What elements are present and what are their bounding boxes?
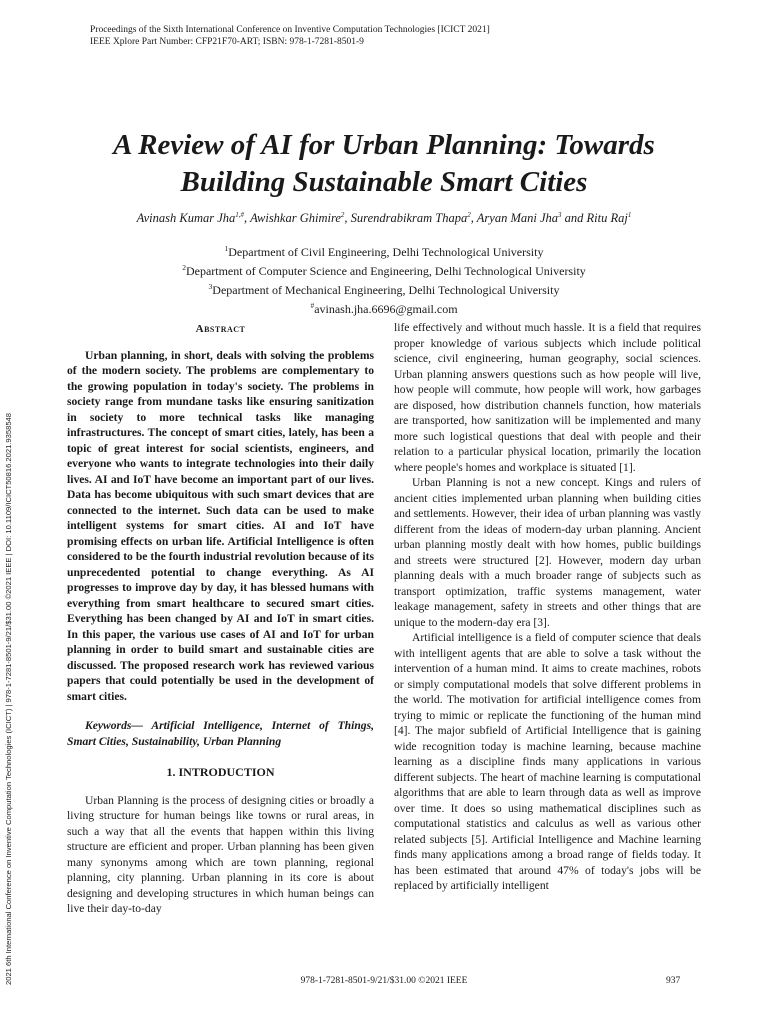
corresponding-email <box>60 298 708 317</box>
affiliation-sup: 2 <box>182 263 186 272</box>
header-line-2: IEEE Xplore Part Number: CFP21F70-ART; ISBN: 978-1-7281-8501-9 <box>90 37 364 47</box>
author-sep: and <box>561 211 587 226</box>
affiliation-text: Department of Mechanical Engineering, Delhi Technological University <box>212 283 560 297</box>
abstract-body: Urban planning, in short, deals with solving the problems of the modern society. The problems are complementary to the growing population in today's society. The problems in society range from mundane tasks like ensuring sanitization in society to more technical tasks like managing infrastructures. The concept of smart cities, lately, has been a topic of great interest for social scientists, engineers, and everyone who wants to integrate technologies into their daily lives. AI and IoT have become an important part of our lives. Data has become ubiquitous with such smart devices that are connected to the internet. Such data can be used to make intelligent systems for smart cities. AI and IoT have promising effects on urban life. Artificial Intelligence is often considered to be the fourth industrial revolution because of its unprecedented potential to change everything. As AI progresses to improve day by day, it has blessed humans with everything from smart healthcare to secured smart cities. Everything has been changed by AI and IoT in smart cities. In this paper, the various use cases of AI and IoT for urban planning in order to build smart and sustainable cities are discussed. The proposed research work has reviewed various papers that could potentially be used in the development of smart cities. <box>67 348 374 703</box>
title-line-2: Building Sustainable Smart Cities <box>180 166 588 198</box>
author-sep: , <box>244 211 251 226</box>
author-name: Surendrabikram Thapa <box>350 211 468 226</box>
author-name: Ritu Raj <box>586 211 628 226</box>
right-column <box>394 320 701 894</box>
author-name: Avinash Kumar Jha <box>136 211 236 226</box>
affiliation-text: Department of Civil Engineering, Delhi Technological University <box>228 245 544 259</box>
affiliation-text: avinash.jha.6696@gmail.com <box>314 302 458 316</box>
affiliation <box>60 260 708 279</box>
author-sup: 1 <box>627 211 632 219</box>
affiliation <box>60 279 708 298</box>
body-paragraph: life effectively and without much hassle. It is a field that requires proper knowledge of various subjects which include political science, civil engineering, human geography, social sciences. Urban planning answers questions such as how people will live, how people will commute, how people will work, how garbages are disposed, how distribution channels function, how materials are transported, how sanitization will be implemented and many more such logistical questions that deal with people and their relation to a particular physical location, primarily the location where people's homes and workplace is situated [1]. <box>394 321 701 474</box>
keywords: Keywords— Artificial Intelligence, Internet of Things, Smart Cities, Sustainability, Urban Planning <box>67 719 374 748</box>
side-citation-strip: 2021 6th International Conference on Inventive Computation Technologies (ICICT) | 978-1-7281-8501-9/21/$31.00 ©2021 IEEE | DOI: 10.1109/ICICT50816.2021.9358548 <box>4 413 13 985</box>
abstract-heading: Abstract <box>195 323 246 335</box>
author-name: Awishkar Ghimire <box>250 211 341 226</box>
author-list <box>60 211 708 226</box>
author-sep: , <box>470 211 477 226</box>
author-sup: 2 <box>467 211 471 219</box>
intro-paragraph: Urban Planning is the process of designing cities or broadly a living structure for human beings like towns or rural areas, in such a way that all the events that happen within this living structure are efficient and proper. Urban planning has been given many synonyms among which are town planning, regional planning, city planning. Urban planning in its core is about designing and developing structures in which human beings can live their day-to-day <box>67 793 374 915</box>
section-heading-introduction: 1. INTRODUCTION <box>166 765 275 779</box>
page-number: 937 <box>666 976 681 986</box>
author-sup: 1,# <box>235 211 245 219</box>
title-line-1: A Review of AI for Urban Planning: Towards <box>113 129 655 161</box>
author-name: Aryan Mani Jha <box>476 211 558 226</box>
body-paragraph: Artificial intelligence is a field of computer science that deals with intelligent agents that are able to solve a task without the intervention of a human mind. It aims to create machines, robots or simply computational models that solve different problems in the world. The motivation for artificial intelligence comes from trying to mimic or replicate the functioning of the human mind [4]. The major subfield of Artificial Intelligence that is gaining wide recognition today is machine learning, because machine learning as a discipline finds many applications in various different subjects. The heart of machine learning is computational algorithms that are able to learn through data as well as improve over time. It does so using mathematical disciplines such as computational statistics and calculus as well as various other related subjects [5]. Artificial Intelligence and Machine learning finds many applications among a broad range of fields today. It has been estimated that around 47% of today's jobs will be replaced by artificially intelligent <box>394 631 701 892</box>
author-sup: 3 <box>558 211 562 219</box>
affiliation-sup: 1 <box>224 244 229 253</box>
footer-copyright: 978-1-7281-8501-9/21/$31.00 ©2021 IEEE <box>300 976 468 986</box>
author-sep: , <box>344 211 351 226</box>
affiliation-sup: 3 <box>208 282 213 291</box>
affiliation-list <box>60 241 708 317</box>
running-header <box>90 24 690 48</box>
header-line-1: Proceedings of the Sixth International Conference on Inventive Computation Technologies [ICICT 2021] <box>90 25 490 35</box>
paper-title <box>60 127 708 201</box>
affiliation-text: Department of Computer Science and Engineering, Delhi Technological University <box>185 264 586 278</box>
affiliation <box>60 241 708 260</box>
left-column <box>67 320 374 917</box>
body-paragraph: Urban Planning is not a new concept. Kings and rulers of ancient cities implemented urban planning when building cities and settlements. However, their idea of urban planning was vastly different from the ideas of modern-day urban planning. Ancient urban planning mostly dealt with how homes, public buildings and streets were structured [2]. However, modern day urban planning deals with a much broader range of subjects such as transport optimization, traffic systems management, water leakage management, safety in streets and other things that are unique to the modern-day era [3]. <box>394 476 701 629</box>
affiliation-sup: # <box>310 301 315 310</box>
author-sup: 2 <box>340 211 345 219</box>
